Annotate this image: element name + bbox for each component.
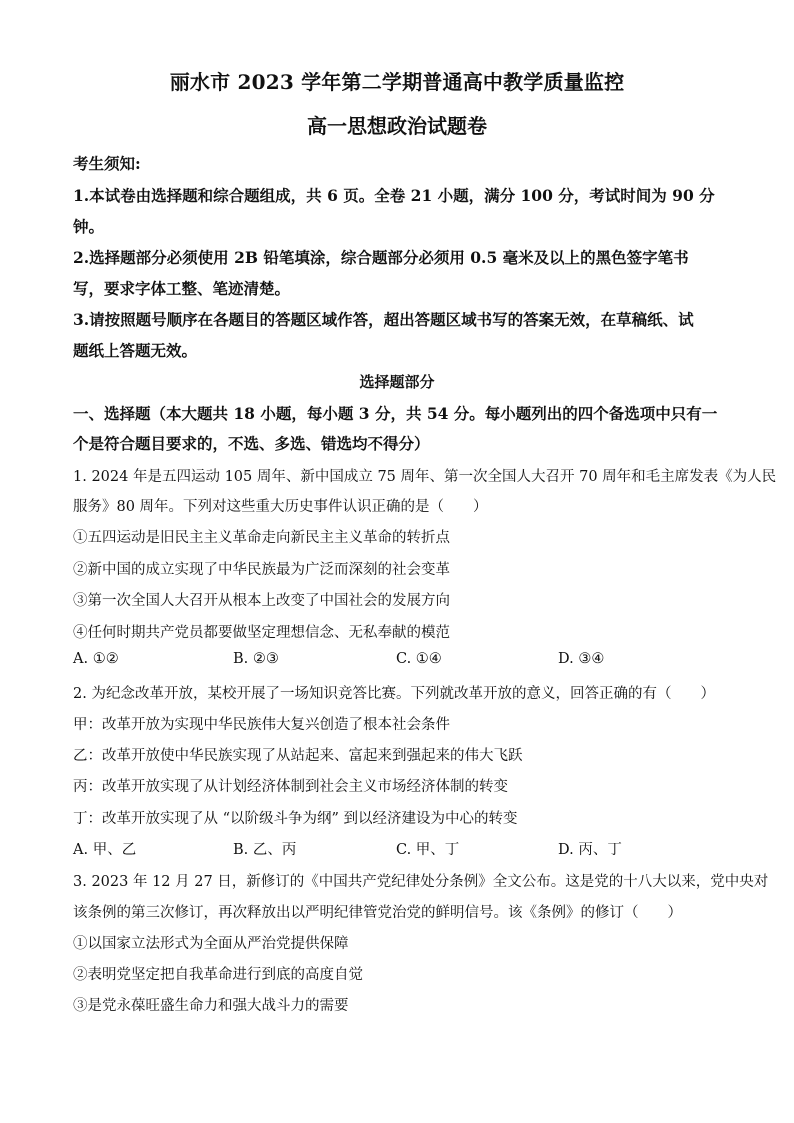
- question-1-item: ②新中国的成立实现了中华民族最为广泛而深刻的社会变革: [73, 562, 450, 578]
- notice-line: 3.请按照题号顺序在各题目的答题区域作答，超出答题区域书写的答案无效，在草稿纸、试: [73, 310, 694, 329]
- question-2-item: 甲：改革开放为实现中华民族伟大复兴创造了根本社会条件: [73, 717, 450, 733]
- question-3-stem: 该条例的第三次修订，再次释放出以严明纪律管党治党的鲜明信号。该《条例》的修订（ ）: [73, 905, 682, 921]
- notice-line: 2.选择题部分必须使用 2B 铅笔填涂，综合题部分必须用 0.5 毫米及以上的黑色签字笔书: [73, 248, 689, 267]
- notice-line: 写，要求字体工整、笔迹清楚。: [73, 279, 291, 298]
- question-1-stem: 服务》80 周年。下列对这些重大历史事件认识正确的是（ ）: [73, 499, 488, 515]
- question-3-item: ②表明党坚定把自我革命进行到底的高度自觉: [73, 967, 363, 983]
- question-3-item: ③是党永葆旺盛生命力和强大战斗力的需要: [73, 998, 349, 1014]
- question-1-option-b: B. ②③: [233, 651, 279, 667]
- notice-line: 钟。: [73, 217, 105, 236]
- exam-title: 丽水市 2023 学年第二学期普通高中教学质量监控: [169, 70, 625, 94]
- notice-line: 1.本试卷由选择题和综合题组成，共 6 页。全卷 21 小题，满分 100 分，考试时间为 90 分: [73, 186, 715, 205]
- question-1-option-a: A. ①②: [73, 651, 119, 667]
- question-2-item: 丁：改革开放实现了从 “以阶级斗争为纲” 到以经济建设为中心的转变: [73, 811, 518, 827]
- section-heading: 个是符合题目要求的，不选、多选、错选均不得分）: [73, 434, 430, 453]
- question-2-option-c: C. 甲、丁: [396, 842, 460, 858]
- question-2-stem: 2. 为纪念改革开放，某校开展了一场知识竞答比赛。下列就改革开放的意义，回答正确的有（ ）: [73, 686, 715, 702]
- section-heading: 一、选择题（本大题共 18 小题，每小题 3 分，共 54 分。每小题列出的四个备选项中只有一: [73, 404, 718, 423]
- question-2-item: 乙：改革开放使中华民族实现了从站起来、富起来到强起来的伟大飞跃: [73, 748, 523, 764]
- exam-subtitle: 高一思想政治试题卷: [307, 114, 487, 138]
- question-1-option-c: C. ①④: [396, 651, 442, 667]
- question-2-option-b: B. 乙、丙: [233, 842, 297, 858]
- question-1-item: ①五四运动是旧民主主义革命走向新民主主义革命的转折点: [73, 530, 450, 546]
- question-2-item: 丙：改革开放实现了从计划经济体制到社会主义市场经济体制的转变: [73, 779, 508, 795]
- question-1-item: ④任何时期共产党员都要做坚定理想信念、无私奉献的模范: [73, 625, 450, 641]
- notice-line: 题纸上答题无效。: [73, 341, 198, 360]
- question-3-stem: 3. 2023 年 12 月 27 日，新修订的《中国共产党纪律处分条例》全文公布。这是党的十八大以来，党中央对: [73, 874, 769, 890]
- question-1-option-d: D. ③④: [558, 651, 605, 667]
- notice-heading: 考生须知:: [73, 154, 141, 173]
- question-1-item: ③第一次全国人大召开从根本上改变了中国社会的发展方向: [73, 593, 450, 609]
- question-3-item: ①以国家立法形式为全面从严治党提供保障: [73, 936, 349, 952]
- question-2-option-a: A. 甲、乙: [73, 842, 137, 858]
- question-1-stem: 1. 2024 年是五四运动 105 周年、新中国成立 75 周年、第一次全国人大召开 70 周年和毛主席发表《为人民: [73, 469, 777, 485]
- section-title: 选择题部分: [359, 373, 435, 391]
- question-2-option-d: D. 丙、丁: [558, 842, 622, 858]
